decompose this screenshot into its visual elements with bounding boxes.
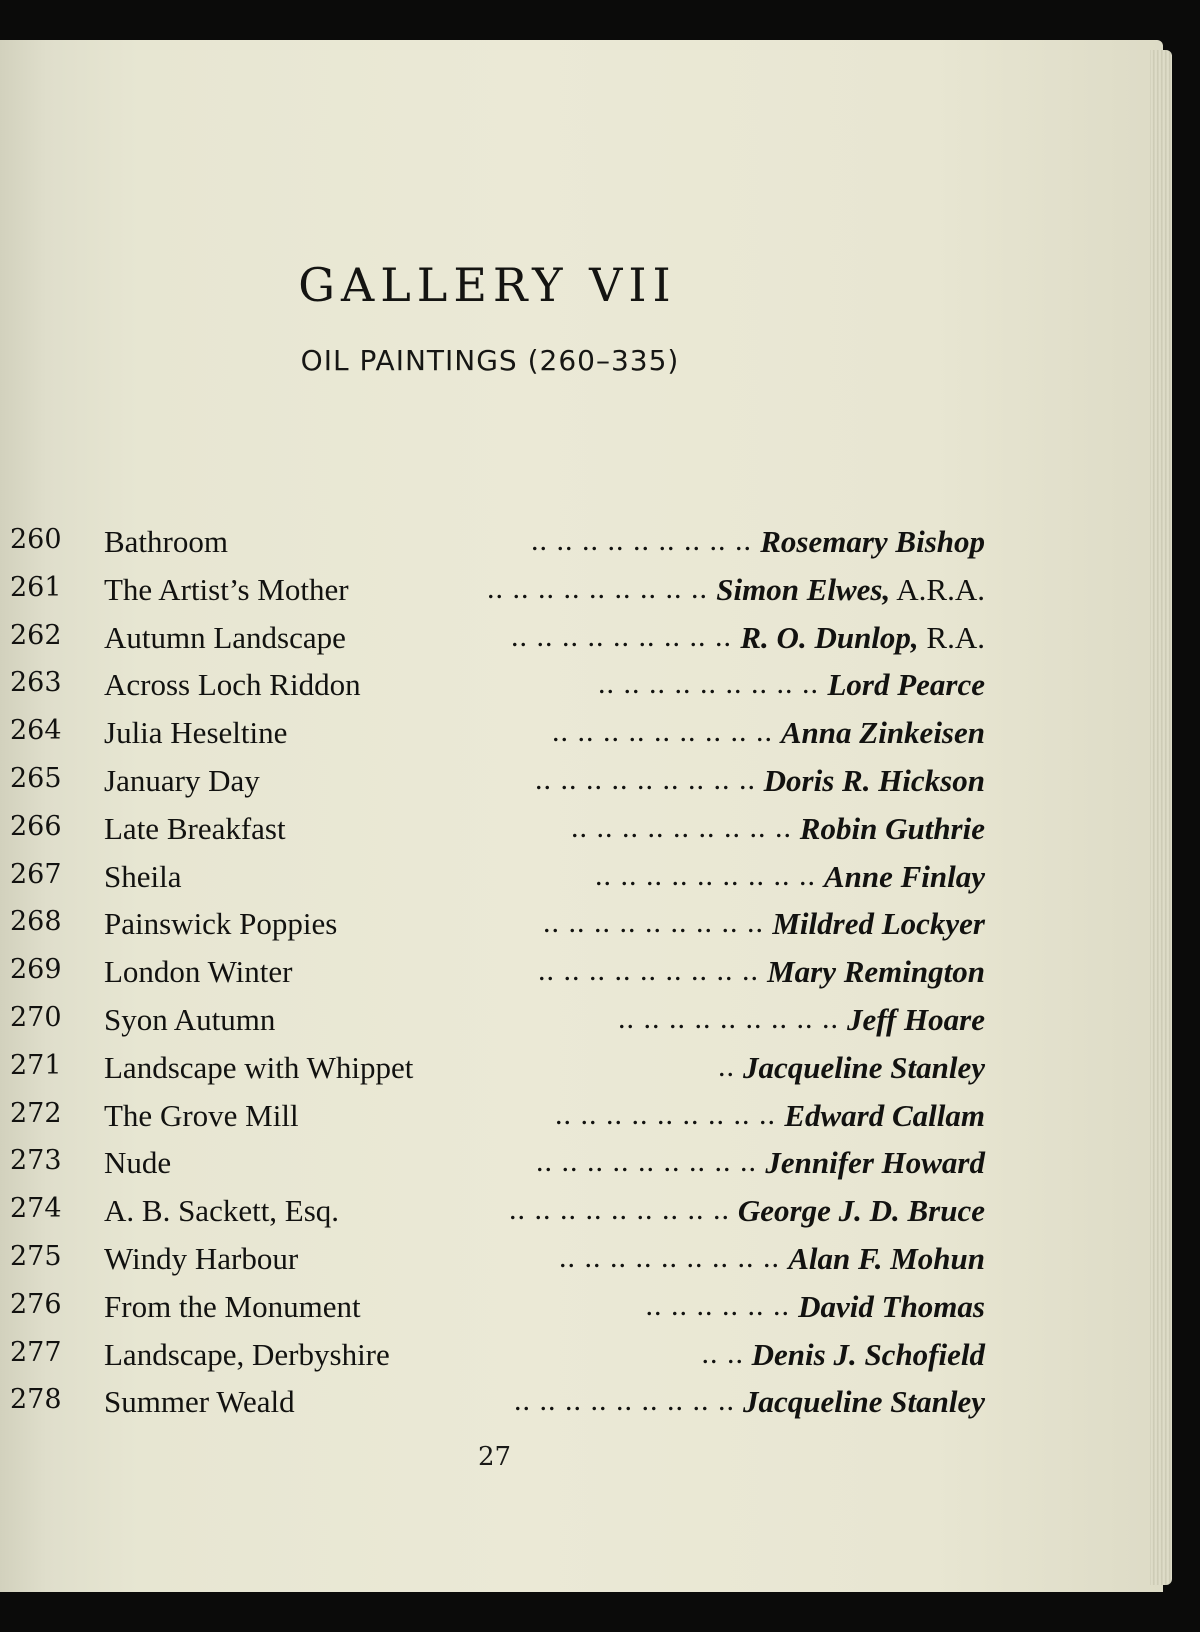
catalogue-entry [10,1098,985,1146]
entry-artist: Edward Callam [784,1097,985,1133]
entry-artist: Doris R. Hickson [763,762,985,798]
catalogue-entry [10,715,985,763]
dot-leader: .. .. .. .. .. .. .. .. .. [598,667,819,701]
dot-leader: .. .. .. .. .. .. .. .. .. [552,715,773,749]
dot-leader: .. .. .. .. .. .. .. .. .. [487,571,708,605]
entry-artist: David Thomas [798,1288,985,1324]
catalogue-entry [10,1289,985,1337]
dot-leader: .. .. .. .. .. .. .. .. .. [535,762,756,796]
dot-leader: .. .. .. .. .. .. .. .. .. [543,906,764,940]
entry-number: 275 [10,1240,62,1272]
dot-leader: .. .. .. .. .. .. .. .. .. [555,1097,776,1131]
entry-artist: Jennifer Howard [765,1145,985,1181]
page-edge [1150,50,1172,1585]
catalogue-entry [10,1002,985,1050]
catalogue-entry [10,859,985,907]
entry-number: 271 [10,1049,62,1081]
catalogue-entry [10,1193,985,1241]
dot-leader: .. .. .. .. .. .. .. .. .. [559,1240,780,1274]
dot-leader: .. .. .. .. .. .. .. .. .. [595,858,816,892]
entry-artist: Robin Guthrie [799,810,985,846]
entry-title: Across Loch Riddon [104,667,361,703]
catalogue-entry [10,906,985,954]
page-number: 27 [478,1442,512,1472]
entry-number: 272 [10,1097,62,1129]
entry-title: Late Breakfast [104,810,286,846]
catalogue-entry [10,524,985,572]
entry-number: 276 [10,1288,62,1320]
catalogue-page [0,40,1163,1592]
entry-artist: Denis J. Schofield [751,1336,985,1372]
entry-artist: Mary Remington [767,954,985,990]
entry-number: 268 [10,906,62,938]
entry-title: From the Monument [104,1288,361,1324]
entry-number: 273 [10,1145,62,1177]
entry-number: 270 [10,1001,62,1033]
catalogue-list [10,524,985,1432]
dot-leader: .. .. .. .. .. .. .. .. .. [536,1145,757,1179]
dot-leader: .. .. .. .. .. .. [645,1288,790,1322]
section-subtitle: OIL PAINTINGS (260–335) [300,344,680,377]
entry-number: 274 [10,1193,62,1225]
entry-number: 262 [10,619,62,651]
entry-artist: Jeff Hoare [846,1001,985,1037]
catalogue-entry [10,1241,985,1289]
entry-artist: R. O. Dunlop, R.A. [740,619,985,655]
entry-number: 260 [10,524,62,555]
entry-artist: Lord Pearce [827,667,985,703]
dot-leader: .. [718,1049,735,1083]
entry-title: Nude [104,1145,172,1181]
entry-title: Bathroom [104,524,228,559]
entry-artist: Jacqueline Stanley [743,1384,985,1420]
entry-title: Sheila [104,858,182,894]
entry-title: Syon Autumn [104,1001,276,1037]
dot-leader: .. .. [701,1336,744,1370]
catalogue-entry [10,763,985,811]
entry-title: Autumn Landscape [104,619,346,655]
entry-title: Windy Harbour [104,1240,299,1276]
catalogue-entry [10,1384,985,1432]
dot-leader: .. .. .. .. .. .. .. .. .. [618,1001,839,1035]
entry-number: 261 [10,571,62,603]
catalogue-entry [10,572,985,620]
entry-title: Julia Heseltine [104,715,288,751]
dot-leader: .. .. .. .. .. .. .. .. .. [571,810,792,844]
entry-number: 277 [10,1336,62,1368]
page-title: GALLERY VII [298,258,677,312]
entry-title: Landscape with Whippet [104,1049,414,1085]
entry-artist: Jacqueline Stanley [743,1049,985,1085]
entry-number: 264 [10,715,62,747]
entry-number: 265 [10,762,62,794]
entry-title: The Grove Mill [104,1097,299,1133]
entry-title: January Day [104,762,260,798]
entry-title: London Winter [104,954,293,990]
catalogue-entry [10,1145,985,1193]
entry-artist: Simon Elwes, A.R.A. [716,571,985,607]
dot-leader: .. .. .. .. .. .. .. .. .. [531,524,752,557]
dot-leader: .. .. .. .. .. .. .. .. .. [511,619,732,653]
entry-artist: George J. D. Bruce [737,1193,985,1229]
entry-number: 278 [10,1384,62,1416]
dot-leader: .. .. .. .. .. .. .. .. .. [509,1193,730,1227]
entry-number: 263 [10,667,62,699]
catalogue-entry [10,954,985,1002]
entry-artist: Alan F. Mohun [788,1240,985,1276]
catalogue-entry [10,1337,985,1385]
entry-title: The Artist’s Mother [104,571,349,607]
entry-title: Painswick Poppies [104,906,338,942]
catalogue-entry [10,811,985,859]
catalogue-entry [10,620,985,668]
entry-artist: Rosemary Bishop [760,524,985,559]
dot-leader: .. .. .. .. .. .. .. .. .. [538,954,759,988]
entry-title: Summer Weald [104,1384,295,1420]
catalogue-entry [10,667,985,715]
entry-title: Landscape, Derbyshire [104,1336,390,1372]
entry-title: A. B. Sackett, Esq. [104,1193,340,1229]
entry-number: 269 [10,954,62,986]
catalogue-entry [10,1050,985,1098]
entry-number: 266 [10,810,62,842]
entry-artist: Mildred Lockyer [772,906,985,942]
entry-number: 267 [10,858,62,890]
entry-artist: Anna Zinkeisen [780,715,985,751]
dot-leader: .. .. .. .. .. .. .. .. .. [514,1384,735,1418]
entry-artist: Anne Finlay [823,858,985,894]
